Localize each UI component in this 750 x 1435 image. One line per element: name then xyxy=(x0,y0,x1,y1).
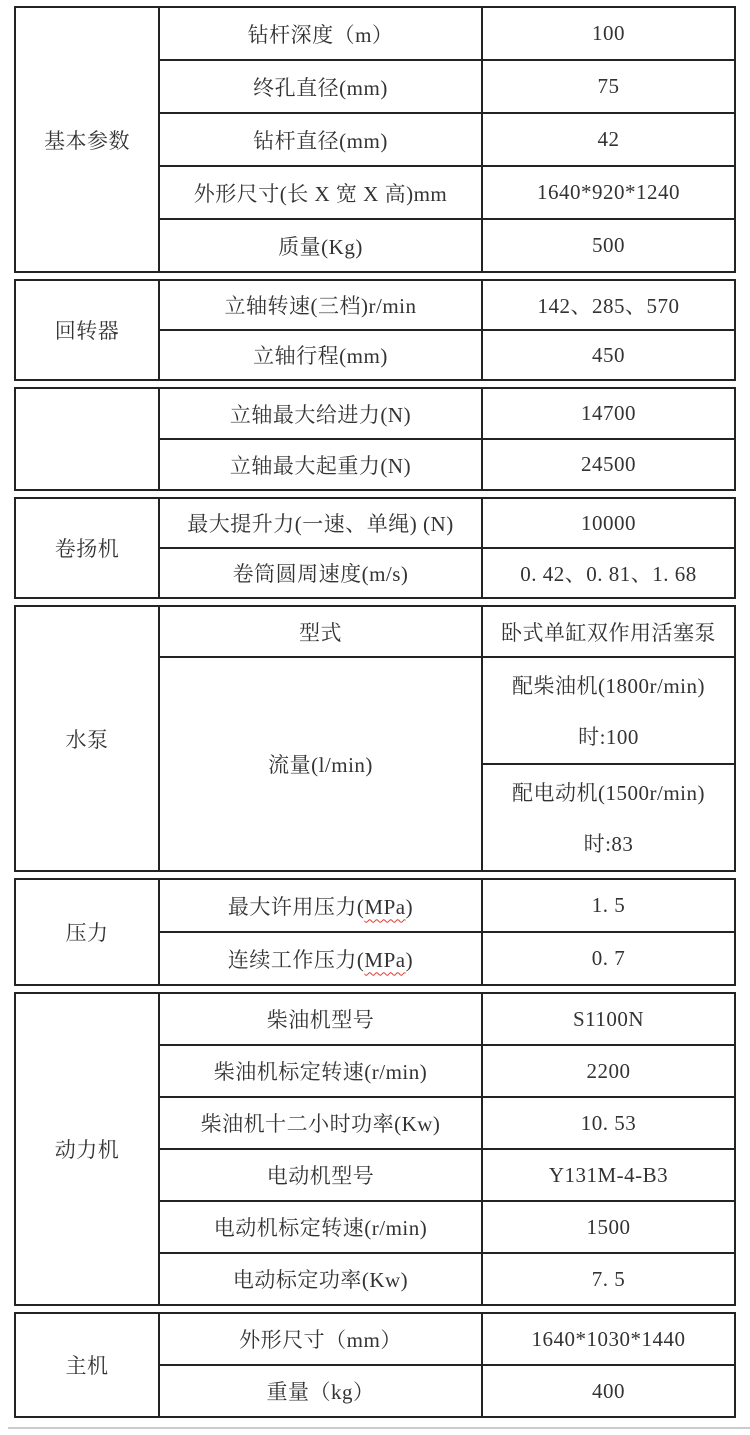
category-cell: 卷扬机 xyxy=(15,498,159,598)
section-water-pump xyxy=(14,605,736,872)
param-label-cell: 钻杆深度（m） xyxy=(159,7,482,60)
section-power-unit xyxy=(14,992,736,1306)
param-value-cell xyxy=(482,657,735,764)
param-value-cell: 24500 xyxy=(482,439,735,490)
param-value-cell: 0. 42、0. 81、1. 68 xyxy=(482,548,735,598)
param-label-cell: 柴油机型号 xyxy=(159,993,482,1045)
param-value-cell: 1500 xyxy=(482,1201,735,1253)
param-label-cell: 柴油机标定转速(r/min) xyxy=(159,1045,482,1097)
param-value-cell: 42 xyxy=(482,113,735,166)
section-rotator xyxy=(14,279,736,381)
param-label-cell: 最大提升力(一速、单绳) (N) xyxy=(159,498,482,548)
param-label-cell: 外形尺寸(长 X 宽 X 高)mm xyxy=(159,166,482,219)
param-label-cell xyxy=(159,932,482,985)
param-label-cell: 立轴行程(mm) xyxy=(159,330,482,380)
param-value-cell: 450 xyxy=(482,330,735,380)
table-row xyxy=(15,7,735,60)
category-cell: 压力 xyxy=(15,879,159,985)
spellcheck-squiggle-text: MPa xyxy=(364,947,406,972)
param-value-cell: 1640*920*1240 xyxy=(482,166,735,219)
section-winch xyxy=(14,497,736,599)
param-value-cell: 75 xyxy=(482,60,735,113)
param-value-cell: 100 xyxy=(482,7,735,60)
param-value-cell: Y131M-4-B3 xyxy=(482,1149,735,1201)
flow-value-electric xyxy=(487,766,730,869)
category-cell: 基本参数 xyxy=(15,7,159,272)
param-value-cell: 1. 5 xyxy=(482,879,735,932)
param-label-cell: 电动标定功率(Kw) xyxy=(159,1253,482,1305)
param-value-cell: 10. 53 xyxy=(482,1097,735,1149)
param-value-cell: 400 xyxy=(482,1365,735,1417)
param-label-cell: 型式 xyxy=(159,606,482,657)
param-label-cell: 柴油机十二小时功率(Kw) xyxy=(159,1097,482,1149)
category-cell: 回转器 xyxy=(15,280,159,380)
param-value-cell: 卧式单缸双作用活塞泵 xyxy=(482,606,735,657)
param-value-cell: 142、285、570 xyxy=(482,280,735,330)
param-label-cell: 钻杆直径(mm) xyxy=(159,113,482,166)
param-value-cell: 2200 xyxy=(482,1045,735,1097)
table-row xyxy=(15,879,735,932)
table-row xyxy=(15,606,735,657)
table-row xyxy=(15,1313,735,1365)
table-row xyxy=(15,280,735,330)
param-label-cell: 终孔直径(mm) xyxy=(159,60,482,113)
spellcheck-squiggle-text: MPa xyxy=(364,894,406,919)
param-label-cell xyxy=(159,879,482,932)
label-text: 连续工作压力( xyxy=(227,947,365,972)
param-value-cell: 7. 5 xyxy=(482,1253,735,1305)
param-label-cell: 立轴最大给进力(N) xyxy=(159,388,482,439)
param-label-cell: 电动机标定转速(r/min) xyxy=(159,1201,482,1253)
section-pressure xyxy=(14,878,736,986)
param-label-cell: 卷筒圆周速度(m/s) xyxy=(159,548,482,598)
flow-value-line: 时:100 xyxy=(578,725,639,750)
label-text: ) xyxy=(405,947,414,972)
param-label-cell: 立轴转速(三档)r/min xyxy=(159,280,482,330)
param-value-cell: 1640*1030*1440 xyxy=(482,1313,735,1365)
param-label-cell: 流量(l/min) xyxy=(159,657,482,871)
table-row xyxy=(15,388,735,439)
param-value-cell xyxy=(482,764,735,871)
flow-value-diesel xyxy=(487,659,730,762)
param-value-cell: 0. 7 xyxy=(482,932,735,985)
category-cell: 主机 xyxy=(15,1313,159,1417)
page-bottom-rule xyxy=(8,1427,750,1429)
param-value-cell: 14700 xyxy=(482,388,735,439)
param-label-cell: 立轴最大起重力(N) xyxy=(159,439,482,490)
param-value-cell: 500 xyxy=(482,219,735,272)
category-cell: 水泵 xyxy=(15,606,159,871)
table-row xyxy=(15,993,735,1045)
table-row xyxy=(15,498,735,548)
section-spindle-forces xyxy=(14,387,736,491)
category-cell: 动力机 xyxy=(15,993,159,1305)
param-label-cell: 重量（kg） xyxy=(159,1365,482,1417)
section-basic-parameters xyxy=(14,6,736,273)
param-label-cell: 电动机型号 xyxy=(159,1149,482,1201)
flow-value-line: 配电动机(1500r/min) xyxy=(512,780,705,805)
param-value-cell: 10000 xyxy=(482,498,735,548)
param-label-cell: 质量(Kg) xyxy=(159,219,482,272)
flow-value-line: 配柴油机(1800r/min) xyxy=(512,673,705,698)
param-label-cell: 外形尺寸（mm） xyxy=(159,1313,482,1365)
param-value-cell: S1100N xyxy=(482,993,735,1045)
section-main-machine xyxy=(14,1312,736,1418)
label-text: 最大许用压力( xyxy=(227,894,365,919)
flow-value-line: 时:83 xyxy=(583,832,634,857)
category-cell-empty xyxy=(15,388,159,490)
label-text: ) xyxy=(405,894,414,919)
